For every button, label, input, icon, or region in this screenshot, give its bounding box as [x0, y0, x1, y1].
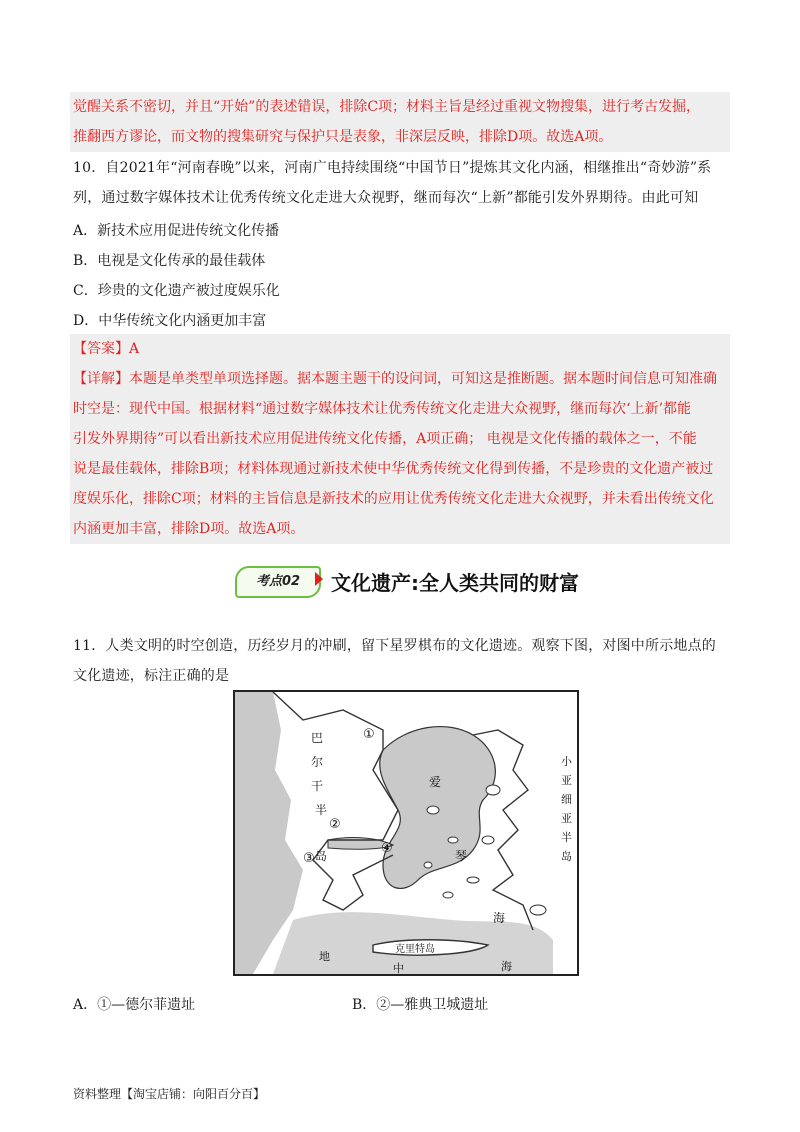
- explanation-line: 【详解】本题是单类型单项选择题。据本题主题干的设问词，可知这是推断题。据本题时间信息可知准确: [73, 371, 717, 387]
- explanation-line: 觉醒关系不密切，并且“开始”的表述错误，排除C项；材料主旨是经过重视文物搜集，进行考古发掘，: [73, 99, 701, 115]
- explanation-line: 时空是：现代中国。根据材料“通过数字媒体技术让优秀传统文化走进大众视野，继而每次‘上新’都能: [73, 401, 692, 417]
- label-aegean-3: 海: [493, 911, 506, 925]
- explanation-line: 引发外界期待”可以看出新技术应用促进传统文化传播，A项正确； 电视是文化传播的载体之一，不能: [73, 431, 697, 447]
- island: [482, 836, 494, 844]
- marker-2: ②: [329, 817, 341, 832]
- q10-answer-block: [70, 334, 730, 544]
- label-balkan-1: 巴: [311, 731, 324, 745]
- marker-4: ④: [381, 841, 393, 856]
- label-aegean-1: 爱: [429, 775, 442, 789]
- label-asia-minor-5: 半: [561, 831, 572, 844]
- section-heading: [235, 566, 595, 600]
- footer-source: 资料整理【淘宝店铺：向阳百分百】: [73, 1087, 266, 1101]
- label-asia-minor-1: 小: [561, 755, 572, 768]
- answer-label: 【答案】A: [73, 341, 140, 357]
- q10-option-d: D．中华传统文化内涵更加丰富: [73, 313, 267, 329]
- island: [427, 806, 439, 814]
- label-asia-minor-4: 亚: [561, 812, 572, 825]
- q11-option-a: A．①—德尔菲遗址: [73, 997, 196, 1013]
- label-crete: 克里特岛: [395, 944, 435, 955]
- island: [486, 785, 500, 795]
- section-badge: 考点02: [235, 566, 321, 598]
- label-med-3: 海: [501, 960, 512, 973]
- label-asia-minor-2: 亚: [561, 774, 572, 787]
- previous-explanation: [70, 92, 730, 152]
- explanation-line: 推翻西方谬论，而文物的搜集研究与保护只是表象，非深层反映，排除D项。故选A项。: [73, 129, 613, 145]
- greece-map: [233, 690, 579, 976]
- q11-option-b: B．②—雅典卫城遗址: [352, 997, 489, 1013]
- q10-option-a: A．新技术应用促进传统文化传播: [73, 223, 280, 239]
- section-title: 文化遗产:全人类共同的财富: [331, 571, 579, 595]
- island: [448, 837, 458, 843]
- marker-3: ③: [303, 851, 315, 866]
- label-asia-minor-6: 岛: [561, 850, 572, 863]
- marker-1: ①: [363, 727, 375, 742]
- question-10-stem: 10．自2021年“河南春晚”以来，河南广电持续围绕“中国节日”提炼其文化内涵，相继推出“奇妙游”系列，通过数字媒体技术让优秀传统文化走进大众视野，继而每次“上新”都能引发外界期待。由此可知: [73, 160, 712, 206]
- label-med-2: 中: [393, 962, 404, 975]
- island: [467, 877, 479, 883]
- label-balkan-4: 半: [315, 803, 328, 817]
- label-balkan-3: 干: [311, 779, 324, 793]
- label-med-1: 地: [319, 950, 330, 963]
- question-11-stem: 11．人类文明的时空创造，历经岁月的冲刷，留下星罗棋布的文化遗迹。观察下图，对图中所示地点的文化遗迹，标注正确的是: [73, 638, 717, 684]
- label-balkan-5: 岛: [315, 849, 328, 863]
- explanation-line: 说是最佳载体，排除B项；材料体现通过新技术使中华优秀传统文化得到传播，不是珍贵的文化遗产被过: [73, 461, 714, 477]
- explanation-line: 内涵更加丰富，排除D项。故选A项。: [73, 521, 305, 537]
- island: [424, 862, 432, 868]
- label-balkan-2: 尔: [311, 755, 324, 769]
- island: [530, 905, 546, 915]
- explanation-line: 度娱乐化，排除C项；材料的主旨信息是新技术的应用让优秀传统文化走进大众视野，并未看出传统文化: [73, 491, 714, 507]
- label-aegean-2: 琴: [455, 849, 468, 863]
- badge-arrow-icon: [315, 572, 323, 586]
- q10-option-c: C．珍贵的文化遗产被过度娱乐化: [73, 283, 280, 299]
- island: [443, 892, 453, 898]
- label-asia-minor-3: 细: [561, 793, 572, 806]
- q10-option-b: B．电视是文化传承的最佳载体: [73, 253, 266, 269]
